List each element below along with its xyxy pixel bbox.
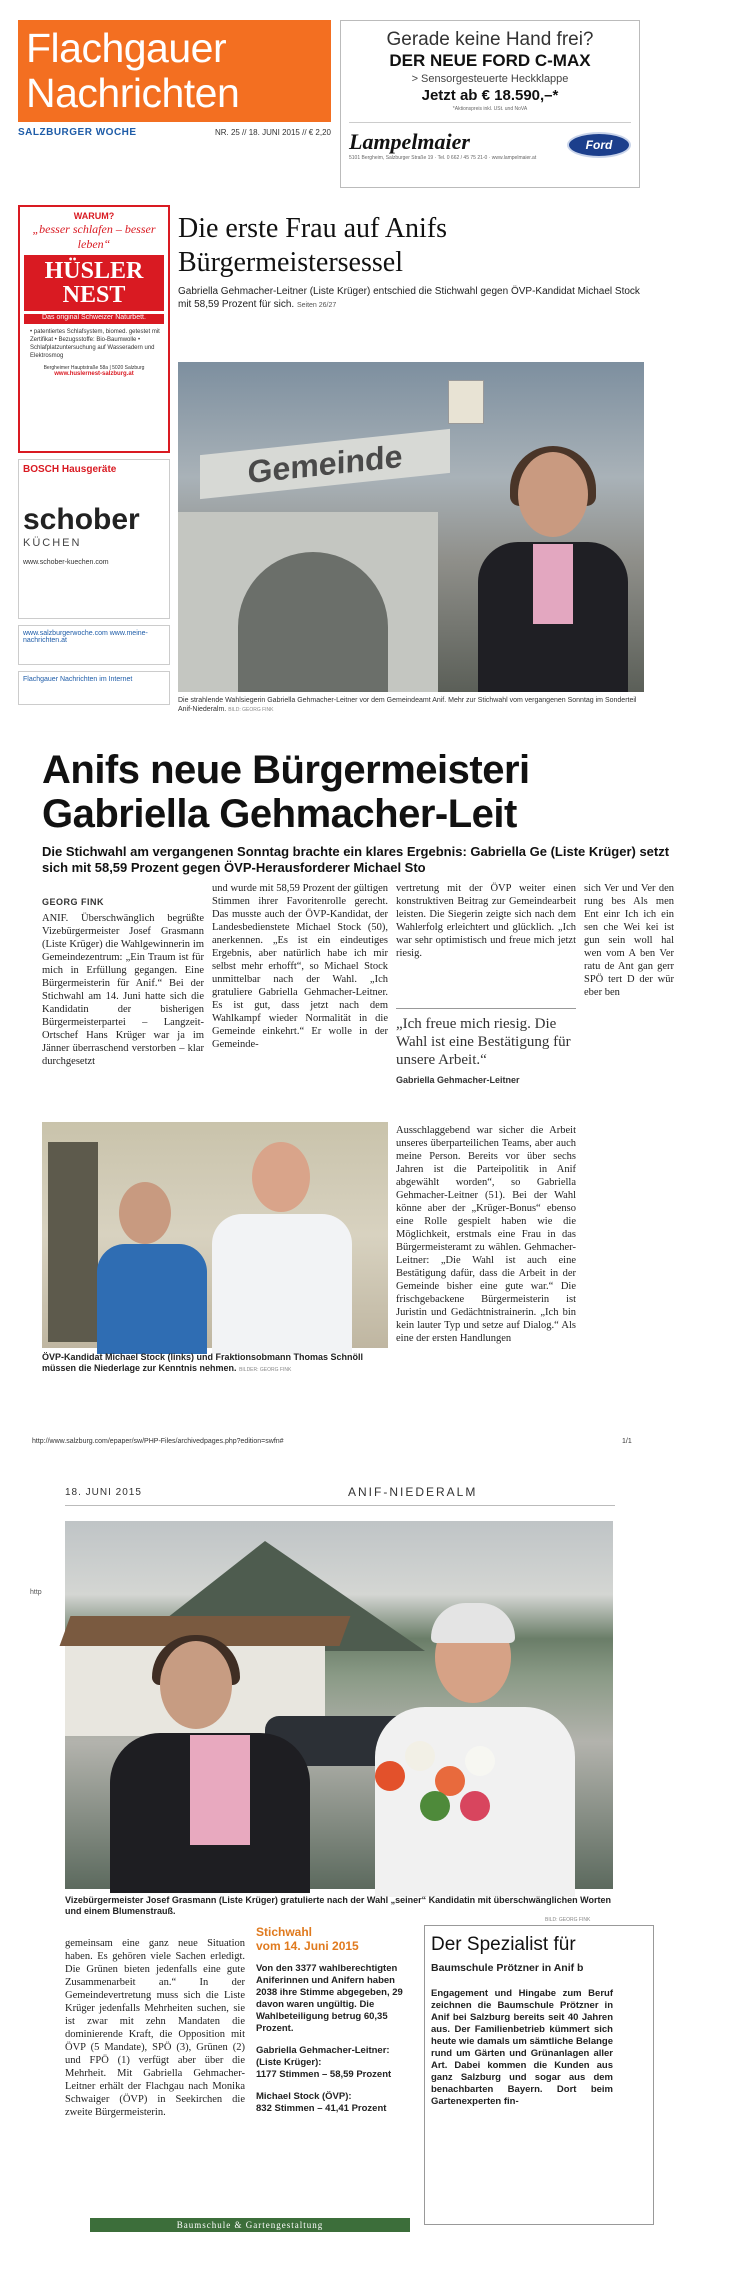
figure-right-body <box>212 1214 352 1354</box>
article-caption-text: ÖVP-Kandidat Michael Stock (links) und Fraktionsobmann Thomas Schnöll müssen die Niederlage zur Kenntnis nehmen. <box>42 1352 364 1373</box>
article-column-3: vertretung mit der ÖVP weiter einen konstruktiven Beitrag zur Gemeindearbeit leisten. Die Siegerin zeigte sich nach dem Wahlerfolg erleichtert und glücklich. „Ich war sehr optimistisch und freue mich jetzt riesig. <box>396 883 576 959</box>
front-deck <box>178 285 644 312</box>
result-1 <box>256 2045 414 2081</box>
dealer-address: 5101 Bergheim, Salzburger Straße 19 · Tel. 0 662 / 45 75 21-0 · www.lampelmaier.at <box>349 155 537 161</box>
result-1-name: Gabriella Gehmacher-Leitner: <box>256 2045 390 2056</box>
section-title: ANIF-NIEDERALM <box>348 1485 478 1499</box>
baumschule-banner: Baumschule & Gartengestaltung <box>90 2218 410 2232</box>
flower <box>420 1791 450 1821</box>
header-divider <box>65 1505 615 1506</box>
front-headline: Die erste Frau auf Anifs Bürgermeistersessel <box>178 213 448 278</box>
husler-subtitle: Das original Schweizer Naturbett. <box>24 314 164 324</box>
baumschule-headline: Der Spezialist für <box>431 1934 576 1955</box>
husler-address: Bergheimer Hauptstraße 58a | 5020 Salzburg <box>43 365 145 371</box>
masthead-bar <box>18 122 331 142</box>
article-column-5: sich Ver und Ver den rung bes Als men Ent einr Ich ich ein sen che Wei kei ist gun sein woll hal wen vom A ben Ver ratu de Ant gan gerr SPÖ tert D der wür eber ben <box>584 883 674 998</box>
figure-head <box>518 452 588 537</box>
front-page-reference: Seiten 26/27 <box>296 302 337 309</box>
pull-quote-author: Gabriella Gehmacher-Leitner <box>396 1075 520 1085</box>
front-caption-text: Die strahlende Wahlsiegerin Gabriella Gehmacher-Leitner vor dem Gemeindeamt Anif. Mehr zur Stichwahl vom vergangenen Sonntag im Sonderteil Anif-Niederalm. <box>178 697 637 713</box>
husler-features: • patentiertes Schlafsystem, biomed. getestet mit Zertifikat • Bezugsstoffe: Bio-Baumwolle • Schlafplatzuntersuchung auf Wasseradern und Elektrosmog <box>30 329 160 359</box>
front-photo <box>178 362 644 692</box>
figure-scarf <box>533 544 573 624</box>
local-photo <box>65 1521 613 1889</box>
article-column-1: ANIF. Überschwänglich begrüßte Vizebürgermeister Josef Grasmann (Liste Krüger) die Wahlgewinnerin im Gemeindezentrum: „Ein Traum ist für mich in Erfüllung gegangen. Eine Bürgermeisterin für Anif.“ Bei der Stichwahl am 14. Juni hatte sich die Kandidatin der bisherigen Bürgermeisterpartei – Langzeit-Ortschef Hans Krüger war ja im Jänner überraschend verstorben – klar durchgesetzt <box>42 913 204 1067</box>
husler-logo: HÜSLER NEST <box>24 255 164 311</box>
front-page <box>0 0 650 740</box>
man-hair <box>431 1603 515 1643</box>
article-photo-caption <box>42 1352 388 1376</box>
figure-right-head <box>252 1142 310 1212</box>
article-photo <box>42 1122 388 1348</box>
page-date: 18. JUNI 2015 <box>65 1487 142 1498</box>
masthead-line2: Nachrichten <box>26 70 240 116</box>
woman-scarf <box>190 1735 250 1845</box>
baumschule-ad[interactable] <box>424 1925 654 2225</box>
flower <box>460 1791 490 1821</box>
figure-woman <box>110 1641 310 1891</box>
ford-ad-footer <box>349 122 631 161</box>
flower <box>405 1741 435 1771</box>
article-author: GEORG FINK <box>42 897 105 907</box>
ford-ad[interactable] <box>340 20 640 188</box>
website-ad[interactable]: www.salzburgerwoche.com www.meine-nachrichten.at <box>18 625 170 665</box>
article-page <box>0 740 674 1485</box>
ford-ad-price: Jetzt ab € 18.590,–* <box>421 87 559 104</box>
front-photo-caption <box>178 696 644 715</box>
door <box>48 1142 98 1342</box>
ford-ad-model: DER NEUE FORD C-MAX <box>389 51 591 70</box>
article-photo-credit: BILDER: GEORG FINK <box>239 1367 292 1373</box>
bosch-brand: BOSCH Hausgeräte <box>23 464 117 475</box>
article-headline-line2: Gabriella Gehmacher-Leit <box>42 792 517 836</box>
facts-title-1: Stichwahl <box>256 1925 313 1939</box>
result-2-value: 832 Stimmen – 41,41 Prozent <box>256 2103 387 2114</box>
result-1-value: 1177 Stimmen – 58,59 Prozent <box>256 2069 392 2080</box>
local-column-1: gemeinsam eine ganz neue Situation haben. Es gehören viele Sachen erledigt. Die Grünen bieten jedenfalls eine gute Zusammenarbeit an.“ In der Gemeindevertretung muss sich die Liste Krüger jedenfalls Mehrheiten suchen, sie ist zwar mit zehn Mandaten die dominierende Kraft, die Opposition mit ÖVP (5 Mandate), SPÖ (3), Grünen (2) und FPÖ (1) verfügt aber über die Mehrheit. Mit Gabriella Gehmacher-Leitner erhält der Flachgau nach Monika Schwaiger (ÖVP) in Seekirchen die zweite Bürgermeisterin. <box>65 1938 245 2118</box>
masthead-logo <box>18 20 331 122</box>
schober-logo: schober <box>23 503 140 536</box>
baumschule-body: Engagement und Hingabe zum Beruf zeichnen die Baumschule Prötzner in Anif bei Salzburg bereits seit 40 Jahren aus. Der Familienbetrieb kümmert sich heute wie damals um sämtliche Belange rund um Gärten und Grünanlagen aller Art. Dabei kommen die Kunden aus ganz Salzburg und sogar aus dem benachbarten Bayern. Dort beim Gartenexperten fin- <box>431 1988 613 2107</box>
flower-bouquet-icon <box>365 1731 515 1851</box>
election-facts-box <box>256 1925 414 2115</box>
husler-slogan-1: WARUM? <box>24 211 164 222</box>
ford-ad-feature: > Sensorgesteuerte Heckklappe <box>411 73 569 85</box>
facts-body: Von den 3377 wahlberechtigten Aniferinnen und Anifern haben 2038 ihre Stimme abgegeben, 29 davon waren ungültig. Die Wahlbeteiligung betrug 60,35 Prozent. <box>256 1963 403 2034</box>
figure-left-body <box>97 1244 207 1354</box>
front-deck-text: Gabriella Gehmacher-Leitner (Liste Krüger) entschied die Stichwahl gegen ÖVP-Kandidat Michael Stock mit 58,59 Prozent für sich. <box>178 286 640 310</box>
pull-quote <box>396 1008 576 1085</box>
schober-ad[interactable] <box>18 459 170 619</box>
article-column-2: und wurde mit 58,59 Prozent der gültigen Stimmen ihrer Favoritenrolle gerecht. Das musste auch der ÖVP-Kandidat, der Landesbedienstete Michael Stock (50), anerkennen. „Es ist ein eindeutiges Ergebnis, aber natürlich habe ich mir selbst mehr erhofft“, so Michael Stock unmittelbar nach der Wahl. „Ich gratuliere Gabriella Gehmacher-Leitner. Es ist gut, dass jetzt nach dem Wahlkampf wieder Normalität in die Gemeinde einkehrt.“ Er wolle in der Gemeinde- <box>212 883 388 1050</box>
left-ad-column <box>18 205 170 715</box>
front-photo-credit: BILD: GEORG FINK <box>228 707 274 713</box>
masthead <box>18 20 331 140</box>
woman-head <box>160 1641 232 1729</box>
gemeinde-sign: Gemeinde <box>200 429 450 499</box>
internet-ad[interactable]: Flachgauer Nachrichten im Internet <box>18 671 170 705</box>
baumschule-subtitle: Baumschule Prötzner in Anif b <box>431 1962 584 1974</box>
result-2-name: Michael Stock (ÖVP): <box>256 2091 352 2102</box>
facts-title-2: vom 14. Juni 2015 <box>256 1939 359 1953</box>
schober-website: www.schober-kuechen.com <box>23 559 109 566</box>
mayor-figure <box>478 452 628 692</box>
pull-quote-text: „Ich freue mich riesig. Die Wahl ist eine Bestätigung für unsere Arbeit.“ <box>396 1016 571 1068</box>
building-arch <box>238 552 388 692</box>
figure-left <box>97 1182 207 1348</box>
article-column-4: Ausschlaggebend war sicher die Arbeit unseres überparteilichen Teams, aber auch meine Person. Bereits vor über sechs Jahren ist die Parteipolitik in Anif abgewählt worden“, so Gabriella Gehmacher-Leitner (51). Bei der Wahl könne aber der „Krüger-Bonus“ ebenso eine Rolle gespielt haben wie die Möglichkeit, erstmals eine Frau in das Bürgermeisteramt zu wählen. Gehmacher-Leitner: „Die Wahl ist auch eine Bestätigung dafür, dass die Arbeit in der Gemeinde bisher eine gute war.“ Die frischgebackene Bürgermeisterin ist Juristin und Gedächtnistrainerin. „Ich bin kein lauter Typ und setze auf Dialog.“ Als eine der ersten Handlungen <box>396 1125 576 1344</box>
flower <box>465 1746 495 1776</box>
local-page <box>0 1485 650 2275</box>
dealer-logo: Lampelmaier <box>349 129 470 154</box>
ford-logo-icon: Ford <box>567 132 631 158</box>
ford-ad-headline: Gerade keine Hand frei? <box>386 29 594 50</box>
result-1-list: (Liste Krüger): <box>256 2057 322 2068</box>
local-photo-caption: Vizebürgermeister Josef Grasmann (Liste Krüger) gratulierte nach der Wahl „seiner“ Kandidatin mit überschwänglichen Worten und einem Blumenstrauß. <box>65 1895 611 1916</box>
husler-website: www.huslernest-salzburg.at <box>54 371 134 377</box>
husler-slogan-2: „besser schlafen – besser leben“ <box>32 222 156 251</box>
article-headline-line1: Anifs neue Bürgermeisteri <box>42 748 530 792</box>
ford-ad-fineprint: *Aktionspreis inkl. USt. und NoVA <box>452 106 528 112</box>
issue-info: NR. 25 // 18. JUNI 2015 // € 2,20 <box>214 127 331 137</box>
husler-nest-ad[interactable] <box>18 205 170 453</box>
local-photo-credit: BILD: GEORG FINK <box>545 1917 591 1923</box>
figure-right <box>212 1142 352 1348</box>
figure-left-head <box>119 1182 171 1244</box>
schober-subtitle: KÜCHEN <box>23 537 82 549</box>
page-number: 1/1 <box>622 1438 632 1445</box>
masthead-weekly: SALZBURGER WOCHE <box>18 126 137 138</box>
source-url-link[interactable]: http://www.salzburg.com/epaper/sw/PHP-Files/archivedpages.php?edition=swfn# <box>32 1438 284 1445</box>
result-2 <box>256 2091 414 2115</box>
article-headline <box>42 748 742 836</box>
article-lead: Die Stichwahl am vergangenen Sonntag brachte ein klares Ergebnis: Gabriella Ge (Liste Krüger) setzt sich mit 58,59 Prozent gegen ÖVP-Herausforderer Michael Sto <box>42 844 670 875</box>
side-url-fragment: http <box>30 1589 42 1596</box>
masthead-line1: Flachgauer <box>26 25 227 71</box>
flower <box>375 1761 405 1791</box>
coat-of-arms-icon <box>448 380 484 424</box>
